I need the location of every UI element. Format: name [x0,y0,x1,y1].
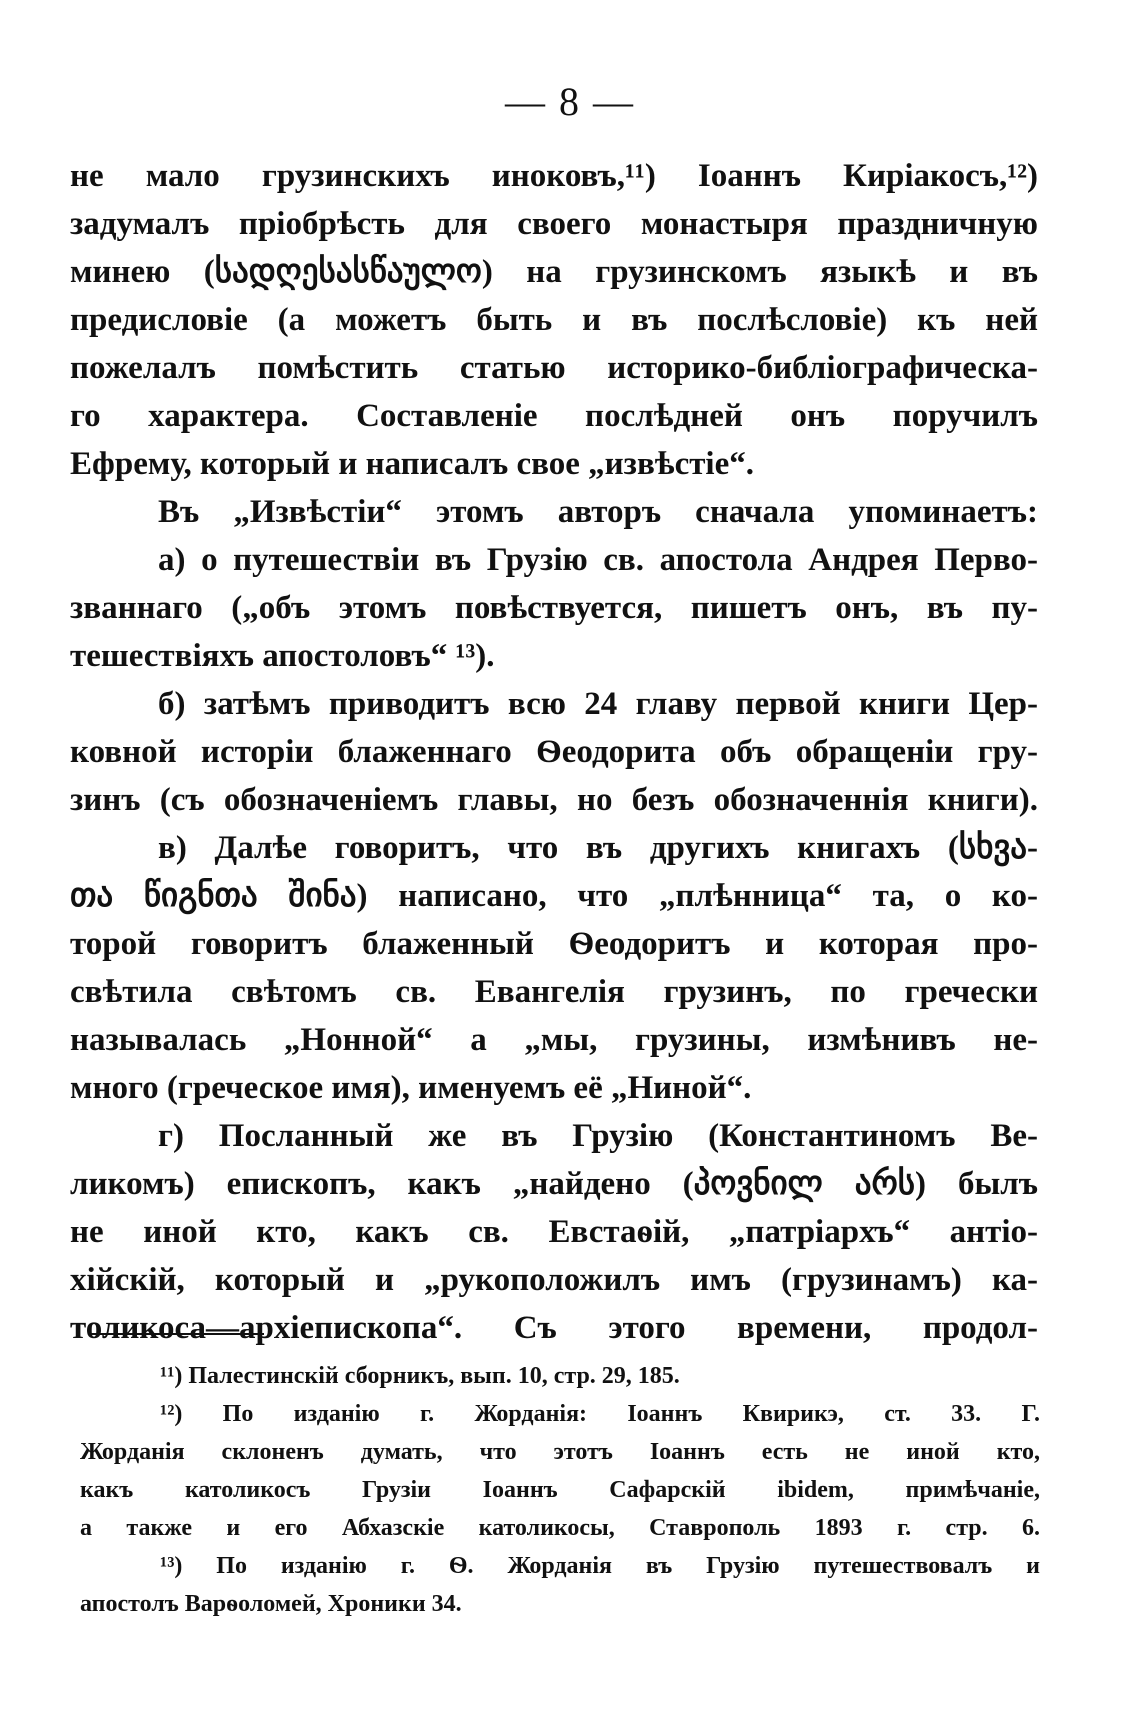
body-line: в) Далѣе говоритъ, что въ другихъ книгахъ (სხვა- [158,830,1038,866]
body-line: ковной исторіи блаженнаго Ѳеодорита объ обращеніи гру- [70,734,1038,770]
footnotes [80,1357,1040,1623]
body-line: ликомъ) епископъ, какъ „найдено (პოვნილ არს) былъ [70,1166,1038,1202]
body-line: б) затѣмъ приводитъ всю 24 главу первой книги Цер- [158,686,1038,722]
body-line: г) Посланный же въ Грузію (Константиномъ Ве- [158,1118,1038,1154]
body-line: თა წიგნთა შინა) написано, что „плѣнница“ та, о ко- [70,878,1038,914]
body-line: званнаго („объ этомъ повѣствуется, пишетъ онъ, въ пу- [70,590,1038,626]
body-line: минею (სადღესასწაულო) на грузинскомъ языкѣ и въ [70,254,1038,290]
body-line: предисловіе (а можетъ быть и въ послѣсловіе) къ ней [70,302,1038,338]
footnote-line: Жорданія склоненъ думать, что этотъ Іоаннъ есть не иной кто, [80,1439,1040,1465]
body-line: пожелалъ помѣстить статью историко-библіографическа- [70,350,1038,386]
body-line: Ефрему, который и написалъ свое „извѣстіе“. [70,446,754,482]
footnote-line: ¹³) По изданію г. Ѳ. Жорданія въ Грузію путешествовалъ и [160,1553,1040,1579]
body-line: называлась „Нонной“ а „мы, грузины, измѣнивъ не- [70,1022,1038,1058]
body-text [70,152,1038,1352]
footnote-line: ¹¹) Палестинскій сборникъ, вып. 10, стр. 29, 185. [160,1363,680,1389]
body-line: торой говоритъ блаженный Ѳеодоритъ и которая про- [70,926,1038,962]
body-line: зинъ (съ обозначеніемъ главы, но безъ обозначеннія книги). [70,782,1038,818]
body-line: не мало грузинскихъ иноковъ,¹¹) Іоаннъ Киріакосъ,¹²) [70,158,1038,194]
body-line: не иной кто, какъ св. Евстаѳій, „патріархъ“ антіо- [70,1214,1038,1250]
body-line: свѣтила свѣтомъ св. Евангелія грузинъ, по гречески [70,974,1038,1010]
body-line: толикоса—архіепископа“. Съ этого времени, продол- [70,1310,1038,1346]
footnote-line: какъ католикосъ Грузіи Іоаннъ Сафарскій ibidem, примѣчаніе, [80,1477,1040,1503]
page-number: — 8 — [505,79,635,124]
footnote-divider [88,1333,264,1335]
footnote-line: а также и его Абхазскіе католикосы, Ставрополь 1893 г. стр. 6. [80,1515,1040,1541]
footnote-line: ¹²) По изданію г. Жорданія: Іоаннъ Квирикэ, ст. 33. Г. [160,1401,1040,1427]
body-line: хійскій, который и „рукоположилъ имъ (грузинамъ) ка- [70,1262,1038,1298]
body-line: го характера. Составленіе послѣдней онъ поручилъ [70,398,1038,434]
body-line: тешествіяхъ апостоловъ“ ¹³). [70,638,495,674]
body-line: много (греческое имя), именуемъ её „Ниной“. [70,1070,752,1106]
body-line: задумалъ пріобрѣсть для своего монастыря праздничную [70,206,1038,242]
footnote-line: апостолъ Варѳоломей, Хроники 34. [80,1591,462,1617]
body-line: а) о путешествіи въ Грузію св. апостола Андрея Перво- [158,542,1038,578]
body-line: Въ „Извѣстіи“ этомъ авторъ сначала упоминаетъ: [158,494,1038,530]
